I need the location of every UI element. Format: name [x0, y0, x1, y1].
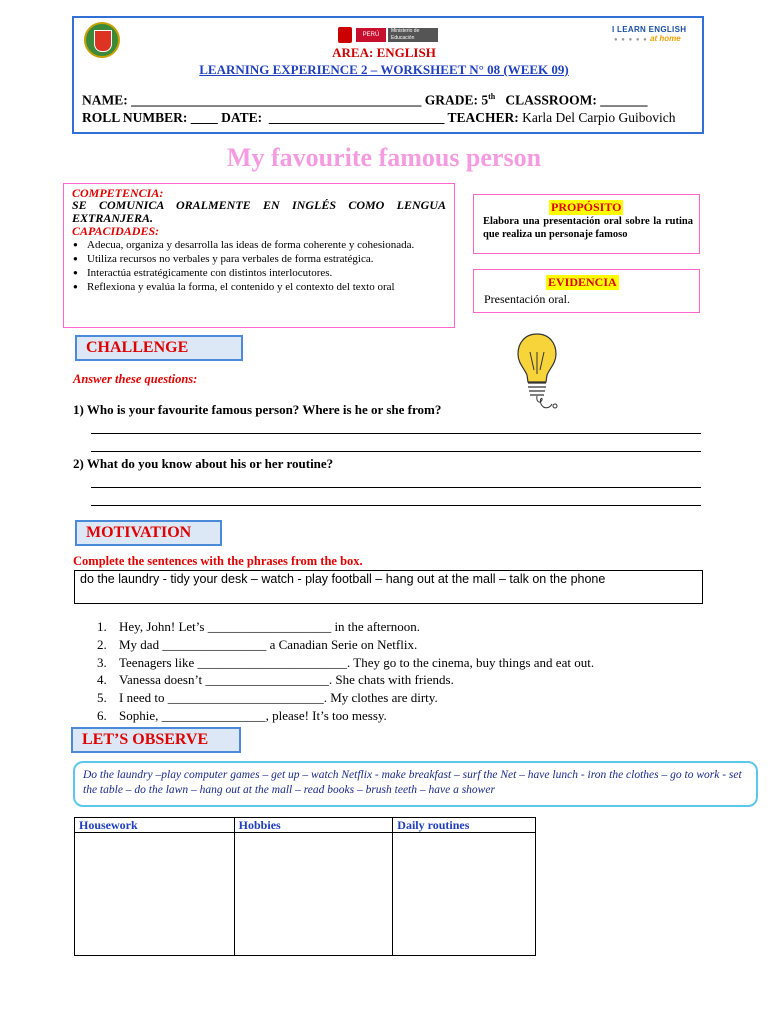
capacidades-list [72, 238, 446, 294]
capacidades-heading: CAPACIDADES: [72, 224, 160, 238]
grade-label: GRADE: 5 [424, 92, 489, 108]
motivation-heading: MOTIVATION [75, 520, 222, 546]
evidencia-heading: EVIDENCIA [548, 275, 617, 289]
teacher-name: Karla Del Carpio Guibovich [522, 110, 676, 125]
question-2: 2) What do you know about his or her routine? [73, 456, 334, 471]
competencia-box [63, 183, 455, 328]
answer-line[interactable] [91, 487, 701, 488]
answer-line[interactable] [91, 433, 701, 434]
student-info-row [82, 92, 648, 109]
evidencia-box [473, 269, 700, 313]
page-title: My favourite famous person [226, 143, 542, 172]
column-header-daily-routines: Daily routines [393, 818, 536, 833]
proposito-text: Elabora una presentación oral sobre la rutina que realiza un personaje famoso [483, 216, 693, 240]
capacidad-item: ● Reflexiona y evalúa la forma, el contenido y el contexto del texto oral [82, 280, 446, 294]
sentence-6[interactable]: 6. Sophie, ________________, please! It’s too messy. [97, 708, 387, 723]
name-blank[interactable]: ___________________________________________ [127, 92, 425, 108]
area-label: AREA: ENGLISH [332, 45, 436, 60]
proposito-heading: PROPÓSITO [551, 200, 622, 214]
sentence-1[interactable]: 1. Hey, John! Let’s ___________________ in the afternoon. [97, 619, 420, 634]
challenge-instruction: Answer these questions: [73, 372, 198, 386]
sentence-4[interactable]: 4. Vanessa doesn’t ___________________. She chats with friends. [97, 672, 454, 687]
capacidad-item: ● Utiliza recursos no verbales y para verbales de forma estratégica. [82, 252, 446, 266]
name-label: NAME: [82, 92, 128, 108]
column-header-hobbies: Hobbies [234, 818, 393, 833]
lets-observe-heading: LET’S OBSERVE [71, 727, 241, 753]
competencia-text: SE COMUNICA ORALMENTE EN INGLÉS COMO LENGUA EXTRANJERA. [72, 198, 446, 225]
observe-phrases-box: Do the laundry –play computer games – get up – watch Netflix - make breakfast – surf the Net – have lunch - iron the clothes – go to work - set the table – do the lawn – hang out at the mall – read books – brush teeth – have a shower [73, 761, 758, 807]
motivation-instruction: Complete the sentences with the phrases from the box. [73, 554, 363, 568]
teacher-label: TEACHER: [447, 110, 523, 125]
i-learn-english-logo: I LEARN ENGLISH ● ● ● ● ● at home [612, 25, 687, 43]
sentence-3[interactable]: 3. Teenagers like _______________________. They go to the cinema, buy things and eat out. [97, 655, 595, 670]
capacidad-item: ● Adecua, organiza y desarrolla las ideas de forma coherente y cohesionada. [82, 238, 446, 252]
classification-table [74, 817, 536, 956]
competencia-heading: COMPETENCIA: [72, 186, 164, 200]
grade-suffix: th [488, 92, 496, 101]
worksheet-label: LEARNING EXPERIENCE 2 – WORKSHEET N° 08 (WEEK 09) [199, 62, 569, 77]
daily-routines-cell[interactable] [393, 833, 536, 956]
challenge-heading: CHALLENGE [75, 335, 243, 361]
phrase-box: do the laundry - tidy your desk – watch - play football – hang out at the mall – talk on the phone [74, 570, 703, 604]
housework-cell[interactable] [75, 833, 235, 956]
question-1: 1) Who is your favourite famous person? Where is he or she from? [73, 402, 442, 417]
column-header-housework: Housework [75, 818, 235, 833]
sentence-2[interactable]: 2. My dad ________________ a Canadian Serie on Netflix. [97, 637, 418, 652]
hobbies-cell[interactable] [234, 833, 393, 956]
minedu-logo: PERÚ Ministerio de Educación [338, 26, 438, 44]
evidencia-text: Presentación oral. [484, 292, 570, 306]
capacidad-item: ● Interactúa estratégicamente con distintos interlocutores. [82, 266, 446, 280]
lightbulb-icon [512, 330, 562, 412]
answer-line[interactable] [91, 505, 701, 506]
roll-teacher-row [82, 110, 676, 126]
classroom-label[interactable]: CLASSROOM: _______ [495, 92, 648, 108]
sentence-5[interactable]: 5. I need to ________________________. My clothes are dirty. [97, 690, 438, 705]
answer-line[interactable] [91, 451, 701, 452]
roll-date-label[interactable]: ROLL NUMBER: ____ DATE: __________________________ [82, 110, 448, 125]
proposito-box [473, 194, 700, 254]
